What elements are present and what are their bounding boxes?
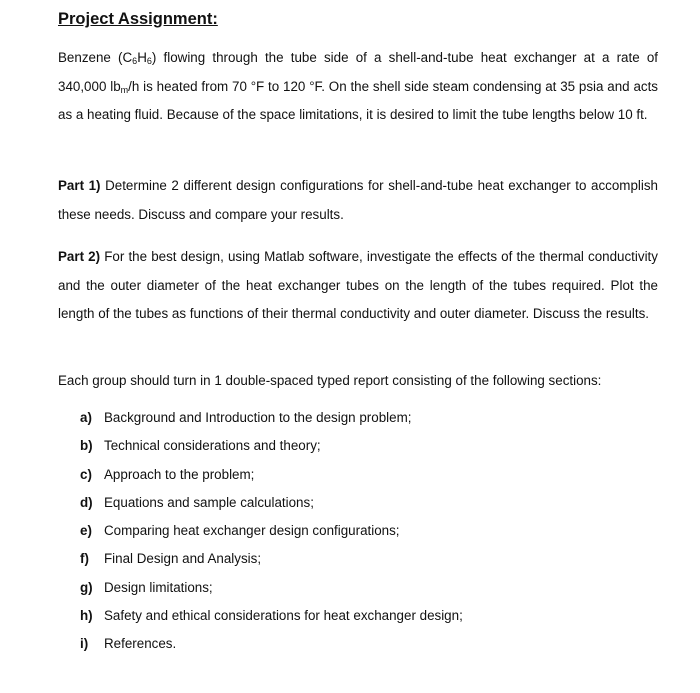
part1-text: Determine 2 different design configurations for shell-and-tube heat exchanger to accomplish these needs. Discuss and compare your results. (58, 178, 658, 222)
list-item-label: a) (80, 410, 92, 425)
unit-subscript: m (120, 84, 129, 95)
list-item-label: g) (80, 579, 93, 595)
list-item-text: Final Design and Analysis; (104, 551, 262, 567)
list-item (80, 574, 463, 602)
intro-text-rest: /h is heated from 70 °F to 120 °F. On the shell side steam condensing at 35 psia and acts as a heating fluid. Because of the space limitations, it is desired to limit the tube lengths below 10 ft. (58, 78, 659, 122)
list-item-label: c) (80, 466, 92, 482)
list-item-label: h) (80, 608, 93, 624)
list-item-label: i) (80, 636, 89, 652)
list-item (80, 602, 463, 630)
list-item (80, 461, 463, 489)
list-item-text: Safety and ethical considerations for heat exchanger design; (104, 608, 463, 624)
list-item-text: References. (104, 636, 177, 652)
report-intro: Each group should turn in 1 double-spaced typed report consisting of the following sections: (58, 373, 602, 388)
list-item-text: Technical considerations and theory; (104, 438, 321, 454)
list-item-text: Design limitations; (104, 579, 213, 595)
page-title: Project Assignment: (58, 10, 218, 28)
list-item (80, 404, 463, 432)
list-item-label: f) (80, 551, 89, 567)
part2-label: Part 2) (58, 249, 101, 264)
formula-c-subscript: 6 (132, 56, 138, 66)
list-item-label: d) (80, 494, 93, 510)
list-item (80, 545, 463, 573)
formula-c: C (122, 50, 133, 65)
list-item (80, 489, 463, 517)
list-item-text: Approach to the problem; (104, 466, 255, 482)
intro-paragraph (58, 44, 658, 130)
list-item (80, 630, 463, 658)
part2-text: For the best design, using Matlab software, investigate the effects of the thermal conductivity and the outer diameter of the heat exchanger tubes on the length of the tubes required. Plot the length of the tubes as functions of their thermal conductivity and outer diameter. Discuss the results. (58, 249, 658, 321)
part2-paragraph (58, 243, 658, 329)
list-item-text: Background and Introduction to the design problem; (104, 410, 412, 425)
list-item-text: Equations and sample calculations; (104, 494, 314, 510)
formula-h-subscript: 6 (146, 56, 152, 66)
intro-text-start: Benzene ( (58, 50, 123, 65)
list-item (80, 517, 463, 545)
intro-text-rate: ) flowing through the tube side of a shell-and-tube heat exchanger at a rate of 340,000 lb (58, 50, 659, 94)
formula-h: H (137, 50, 147, 65)
list-item-label: e) (80, 523, 92, 539)
part1-paragraph (58, 172, 658, 229)
list-item-text: Comparing heat exchanger design configurations; (104, 523, 400, 539)
list-item-label: b) (80, 438, 93, 454)
list-item (80, 432, 463, 460)
part1-label: Part 1) (58, 178, 101, 193)
report-sections-list (80, 404, 463, 659)
